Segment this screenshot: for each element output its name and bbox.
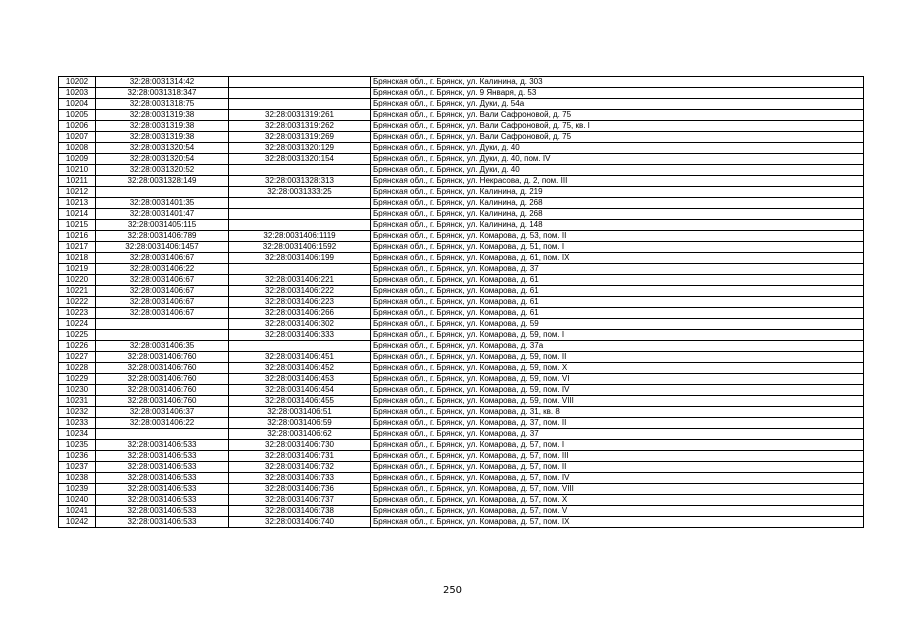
- object-number-cell: 32:28:0031319:262: [229, 121, 371, 132]
- table-row: [59, 242, 864, 253]
- row-number-cell: 10239: [59, 484, 96, 495]
- cadastral-number-cell: 32:28:0031406:760: [96, 396, 229, 407]
- address-cell: Брянская обл., г. Брянск, ул. Комарова, д. 59, пом. I: [371, 330, 864, 341]
- address-cell: Брянская обл., г. Брянск, ул. Комарова, д. 37: [371, 429, 864, 440]
- object-number-cell: 32:28:0031406:62: [229, 429, 371, 440]
- cadastral-number-cell: 32:28:0031406:67: [96, 286, 229, 297]
- address-cell: Брянская обл., г. Брянск, ул. Калинина, д. 268: [371, 198, 864, 209]
- table-row: [59, 374, 864, 385]
- object-number-cell: 32:28:0031406:59: [229, 418, 371, 429]
- object-number-cell: 32:28:0031406:730: [229, 440, 371, 451]
- object-number-cell: 32:28:0031406:333: [229, 330, 371, 341]
- address-cell: Брянская обл., г. Брянск, ул. Комарова, д. 59, пом. VIII: [371, 396, 864, 407]
- row-number-cell: 10211: [59, 176, 96, 187]
- object-number-cell: 32:28:0031406:223: [229, 297, 371, 308]
- cadastral-number-cell: 32:28:0031405:115: [96, 220, 229, 231]
- row-number-cell: 10216: [59, 231, 96, 242]
- object-number-cell: 32:28:0031319:269: [229, 132, 371, 143]
- row-number-cell: 10237: [59, 462, 96, 473]
- row-number-cell: 10219: [59, 264, 96, 275]
- object-number-cell: 32:28:0031319:261: [229, 110, 371, 121]
- table-row: [59, 495, 864, 506]
- address-cell: Брянская обл., г. Брянск, ул. Калинина, д. 303: [371, 77, 864, 88]
- row-number-cell: 10235: [59, 440, 96, 451]
- table-row: [59, 341, 864, 352]
- row-number-cell: 10215: [59, 220, 96, 231]
- cadastral-number-cell: 32:28:0031319:38: [96, 110, 229, 121]
- address-cell: Брянская обл., г. Брянск, ул. Комарова, д. 61: [371, 308, 864, 319]
- object-number-cell: 32:28:0031406:199: [229, 253, 371, 264]
- object-number-cell: 32:28:0031406:736: [229, 484, 371, 495]
- cadastral-number-cell: 32:28:0031401:47: [96, 209, 229, 220]
- page-number: 250: [442, 585, 463, 596]
- cadastral-number-cell: 32:28:0031406:37: [96, 407, 229, 418]
- cadastral-number-cell: 32:28:0031406:789: [96, 231, 229, 242]
- table-row: [59, 352, 864, 363]
- address-cell: Брянская обл., г. Брянск, ул. Некрасова, д. 2, пом. III: [371, 176, 864, 187]
- table-row: [59, 506, 864, 517]
- row-number-cell: 10242: [59, 517, 96, 528]
- table-row: [59, 286, 864, 297]
- object-number-cell: 32:28:0031406:266: [229, 308, 371, 319]
- object-number-cell: [229, 88, 371, 99]
- row-number-cell: 10226: [59, 341, 96, 352]
- row-number-cell: 10228: [59, 363, 96, 374]
- address-cell: Брянская обл., г. Брянск, ул. Комарова, д. 59, пом. II: [371, 352, 864, 363]
- address-cell: Брянская обл., г. Брянск, ул. Дуки, д. 40, пом. IV: [371, 154, 864, 165]
- row-number-cell: 10233: [59, 418, 96, 429]
- object-number-cell: 32:28:0031406:738: [229, 506, 371, 517]
- cadastral-number-cell: 32:28:0031406:67: [96, 275, 229, 286]
- address-cell: Брянская обл., г. Брянск, ул. Комарова, д. 59, пом. IV: [371, 385, 864, 396]
- table-row: [59, 407, 864, 418]
- object-number-cell: [229, 198, 371, 209]
- table-row: [59, 187, 864, 198]
- address-cell: Брянская обл., г. Брянск, ул. Вали Сафроновой, д. 75: [371, 132, 864, 143]
- cadastral-number-cell: [96, 319, 229, 330]
- object-number-cell: 32:28:0031406:737: [229, 495, 371, 506]
- object-number-cell: 32:28:0031406:221: [229, 275, 371, 286]
- cadastral-number-cell: 32:28:0031406:533: [96, 517, 229, 528]
- address-cell: Брянская обл., г. Брянск, ул. Комарова, д. 37: [371, 264, 864, 275]
- table-row: [59, 154, 864, 165]
- row-number-cell: 10205: [59, 110, 96, 121]
- table-row: [59, 363, 864, 374]
- row-number-cell: 10238: [59, 473, 96, 484]
- table-row: [59, 99, 864, 110]
- row-number-cell: 10213: [59, 198, 96, 209]
- table-row: [59, 418, 864, 429]
- cadastral-number-cell: 32:28:0031406:760: [96, 374, 229, 385]
- table-row: [59, 297, 864, 308]
- table-row: [59, 308, 864, 319]
- cadastral-number-cell: 32:28:0031406:22: [96, 418, 229, 429]
- cadastral-number-cell: 32:28:0031320:54: [96, 143, 229, 154]
- table-row: [59, 132, 864, 143]
- table-row: [59, 165, 864, 176]
- cadastral-number-cell: 32:28:0031320:52: [96, 165, 229, 176]
- table-row: [59, 198, 864, 209]
- object-number-cell: [229, 220, 371, 231]
- row-number-cell: 10240: [59, 495, 96, 506]
- registry-table: [58, 76, 864, 528]
- address-cell: Брянская обл., г. Брянск, ул. Дуки, д. 40: [371, 165, 864, 176]
- address-cell: Брянская обл., г. Брянск, ул. Комарова, д. 57, пом. IX: [371, 517, 864, 528]
- address-cell: Брянская обл., г. Брянск, ул. Комарова, д. 57, пом. X: [371, 495, 864, 506]
- object-number-cell: [229, 99, 371, 110]
- object-number-cell: [229, 264, 371, 275]
- row-number-cell: 10204: [59, 99, 96, 110]
- object-number-cell: 32:28:0031406:451: [229, 352, 371, 363]
- object-number-cell: 32:28:0031406:733: [229, 473, 371, 484]
- object-number-cell: 32:28:0031320:154: [229, 154, 371, 165]
- table-row: [59, 253, 864, 264]
- address-cell: Брянская обл., г. Брянск, ул. Дуки, д. 40: [371, 143, 864, 154]
- cadastral-number-cell: 32:28:0031406:67: [96, 297, 229, 308]
- table-row: [59, 517, 864, 528]
- row-number-cell: 10234: [59, 429, 96, 440]
- address-cell: Брянская обл., г. Брянск, ул. Комарова, д. 37, пом. II: [371, 418, 864, 429]
- table-row: [59, 121, 864, 132]
- cadastral-number-cell: 32:28:0031406:533: [96, 451, 229, 462]
- row-number-cell: 10229: [59, 374, 96, 385]
- row-number-cell: 10236: [59, 451, 96, 462]
- object-number-cell: 32:28:0031406:1592: [229, 242, 371, 253]
- address-cell: Брянская обл., г. Брянск, ул. Комарова, д. 61: [371, 275, 864, 286]
- row-number-cell: 10208: [59, 143, 96, 154]
- table-row: [59, 264, 864, 275]
- row-number-cell: 10218: [59, 253, 96, 264]
- object-number-cell: 32:28:0031333:25: [229, 187, 371, 198]
- row-number-cell: 10231: [59, 396, 96, 407]
- table-row: [59, 462, 864, 473]
- object-number-cell: 32:28:0031406:1119: [229, 231, 371, 242]
- table-row: [59, 77, 864, 88]
- address-cell: Брянская обл., г. Брянск, ул. Комарова, д. 61, пом. IX: [371, 253, 864, 264]
- row-number-cell: 10210: [59, 165, 96, 176]
- cadastral-number-cell: 32:28:0031406:760: [96, 352, 229, 363]
- cadastral-number-cell: 32:28:0031320:54: [96, 154, 229, 165]
- cadastral-number-cell: 32:28:0031314:42: [96, 77, 229, 88]
- row-number-cell: 10207: [59, 132, 96, 143]
- cadastral-number-cell: 32:28:0031401:35: [96, 198, 229, 209]
- row-number-cell: 10209: [59, 154, 96, 165]
- row-number-cell: 10221: [59, 286, 96, 297]
- table-row: [59, 231, 864, 242]
- object-number-cell: 32:28:0031328:313: [229, 176, 371, 187]
- table-row: [59, 209, 864, 220]
- object-number-cell: 32:28:0031406:454: [229, 385, 371, 396]
- row-number-cell: 10232: [59, 407, 96, 418]
- cadastral-number-cell: 32:28:0031319:38: [96, 132, 229, 143]
- table-row: [59, 451, 864, 462]
- address-cell: Брянская обл., г. Брянск, ул. Комарова, д. 57, пом. I: [371, 440, 864, 451]
- cadastral-number-cell: 32:28:0031328:149: [96, 176, 229, 187]
- table-row: [59, 330, 864, 341]
- address-cell: Брянская обл., г. Брянск, ул. Комарова, д. 31, кв. 8: [371, 407, 864, 418]
- cadastral-number-cell: 32:28:0031406:533: [96, 462, 229, 473]
- object-number-cell: [229, 341, 371, 352]
- address-cell: Брянская обл., г. Брянск, ул. Комарова, д. 61: [371, 286, 864, 297]
- object-number-cell: 32:28:0031320:129: [229, 143, 371, 154]
- row-number-cell: 10220: [59, 275, 96, 286]
- address-cell: Брянская обл., г. Брянск, ул. Дуки, д. 54а: [371, 99, 864, 110]
- row-number-cell: 10241: [59, 506, 96, 517]
- object-number-cell: 32:28:0031406:302: [229, 319, 371, 330]
- object-number-cell: 32:28:0031406:455: [229, 396, 371, 407]
- cadastral-number-cell: [96, 330, 229, 341]
- address-cell: Брянская обл., г. Брянск, ул. 9 Января, д. 53: [371, 88, 864, 99]
- cadastral-number-cell: 32:28:0031406:760: [96, 363, 229, 374]
- table-row: [59, 396, 864, 407]
- object-number-cell: 32:28:0031406:222: [229, 286, 371, 297]
- row-number-cell: 10227: [59, 352, 96, 363]
- address-cell: Брянская обл., г. Брянск, ул. Комарова, д. 57, пом. V: [371, 506, 864, 517]
- table-row: [59, 275, 864, 286]
- address-cell: Брянская обл., г. Брянск, ул. Комарова, д. 61: [371, 297, 864, 308]
- table-row: [59, 484, 864, 495]
- cadastral-number-cell: [96, 187, 229, 198]
- address-cell: Брянская обл., г. Брянск, ул. Калинина, д. 268: [371, 209, 864, 220]
- row-number-cell: 10225: [59, 330, 96, 341]
- row-number-cell: 10214: [59, 209, 96, 220]
- cadastral-number-cell: 32:28:0031406:533: [96, 495, 229, 506]
- address-cell: Брянская обл., г. Брянск, ул. Комарова, д. 57, пом. III: [371, 451, 864, 462]
- cadastral-number-cell: 32:28:0031319:38: [96, 121, 229, 132]
- table-row: [59, 473, 864, 484]
- address-cell: Брянская обл., г. Брянск, ул. Комарова, д. 51, пом. I: [371, 242, 864, 253]
- object-number-cell: 32:28:0031406:453: [229, 374, 371, 385]
- object-number-cell: 32:28:0031406:452: [229, 363, 371, 374]
- address-cell: Брянская обл., г. Брянск, ул. Комарова, д. 57, пом. IV: [371, 473, 864, 484]
- object-number-cell: 32:28:0031406:732: [229, 462, 371, 473]
- address-cell: Брянская обл., г. Брянск, ул. Комарова, д. 59: [371, 319, 864, 330]
- cadastral-number-cell: 32:28:0031318:347: [96, 88, 229, 99]
- object-number-cell: [229, 209, 371, 220]
- address-cell: Брянская обл., г. Брянск, ул. Комарова, д. 57, пом. VIII: [371, 484, 864, 495]
- address-cell: Брянская обл., г. Брянск, ул. Комарова, д. 53, пом. II: [371, 231, 864, 242]
- row-number-cell: 10203: [59, 88, 96, 99]
- object-number-cell: [229, 165, 371, 176]
- address-cell: Брянская обл., г. Брянск, ул. Комарова, д. 57, пом. II: [371, 462, 864, 473]
- object-number-cell: [229, 77, 371, 88]
- address-cell: Брянская обл., г. Брянск, ул. Комарова, д. 59, пом. X: [371, 363, 864, 374]
- address-cell: Брянская обл., г. Брянск, ул. Комарова, д. 59, пом. VI: [371, 374, 864, 385]
- table-row: [59, 143, 864, 154]
- table-row: [59, 176, 864, 187]
- table-row: [59, 110, 864, 121]
- address-cell: Брянская обл., г. Брянск, ул. Вали Сафроновой, д. 75: [371, 110, 864, 121]
- cadastral-number-cell: 32:28:0031406:35: [96, 341, 229, 352]
- cadastral-number-cell: [96, 429, 229, 440]
- cadastral-number-cell: 32:28:0031406:533: [96, 440, 229, 451]
- registry-table-body: [59, 77, 864, 528]
- row-number-cell: 10206: [59, 121, 96, 132]
- table-row: [59, 88, 864, 99]
- object-number-cell: 32:28:0031406:51: [229, 407, 371, 418]
- address-cell: Брянская обл., г. Брянск, ул. Калинина, д. 219: [371, 187, 864, 198]
- cadastral-number-cell: 32:28:0031406:760: [96, 385, 229, 396]
- row-number-cell: 10222: [59, 297, 96, 308]
- cadastral-number-cell: 32:28:0031406:67: [96, 253, 229, 264]
- cadastral-number-cell: 32:28:0031406:533: [96, 506, 229, 517]
- address-cell: Брянская обл., г. Брянск, ул. Калинина, д. 148: [371, 220, 864, 231]
- cadastral-number-cell: 32:28:0031406:533: [96, 473, 229, 484]
- table-row: [59, 440, 864, 451]
- row-number-cell: 10202: [59, 77, 96, 88]
- address-cell: Брянская обл., г. Брянск, ул. Вали Сафроновой, д. 75, кв. I: [371, 121, 864, 132]
- row-number-cell: 10212: [59, 187, 96, 198]
- table-row: [59, 429, 864, 440]
- cadastral-number-cell: 32:28:0031318:75: [96, 99, 229, 110]
- object-number-cell: 32:28:0031406:740: [229, 517, 371, 528]
- row-number-cell: 10230: [59, 385, 96, 396]
- row-number-cell: 10224: [59, 319, 96, 330]
- address-cell: Брянская обл., г. Брянск, ул. Комарова, д. 37а: [371, 341, 864, 352]
- cadastral-number-cell: 32:28:0031406:67: [96, 308, 229, 319]
- row-number-cell: 10217: [59, 242, 96, 253]
- row-number-cell: 10223: [59, 308, 96, 319]
- cadastral-number-cell: 32:28:0031406:533: [96, 484, 229, 495]
- table-row: [59, 385, 864, 396]
- cadastral-number-cell: 32:28:0031406:22: [96, 264, 229, 275]
- table-row: [59, 319, 864, 330]
- object-number-cell: 32:28:0031406:731: [229, 451, 371, 462]
- cadastral-number-cell: 32:28:0031406:1457: [96, 242, 229, 253]
- table-row: [59, 220, 864, 231]
